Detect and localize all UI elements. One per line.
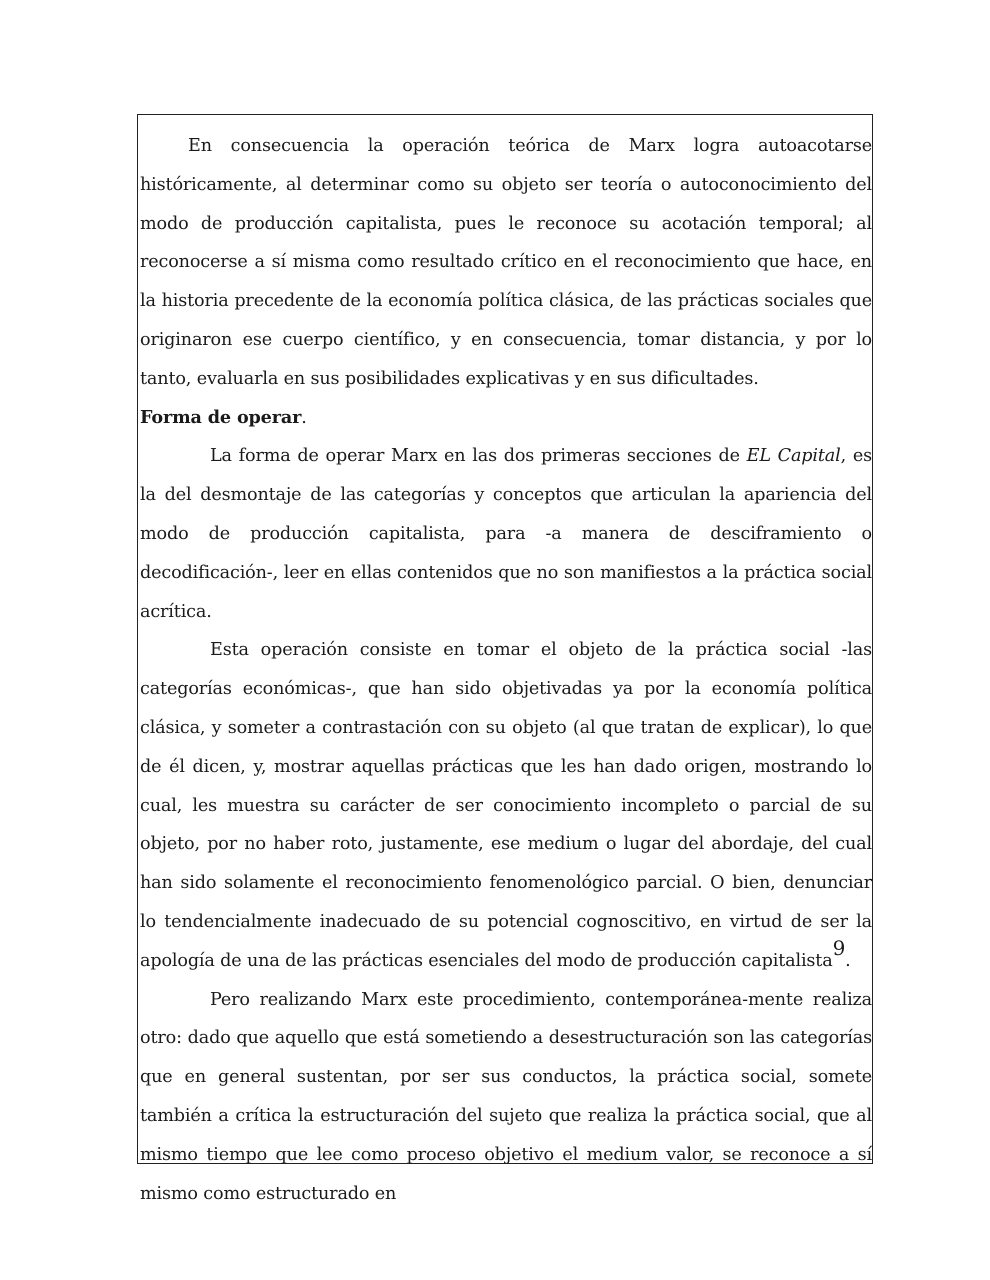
- document-body: [140, 127, 872, 1213]
- paragraph-4: Pero realizando Marx este procedimiento, contemporánea-mente realiza otro: dado que aquello que está sometiendo a desestructuración son las categorías que en general sustentan, por ser sus conductos, la práctica social, somete también a crítica la estructuración del sujeto que realiza la práctica social, que al mismo tiempo que lee como proceso objetivo el medium valor, se reconoce a sí mismo como estructurado en: [140, 989, 872, 1204]
- paragraph-3: [140, 631, 872, 980]
- section-heading-line: [140, 399, 872, 438]
- paragraph-3-end: .: [845, 950, 851, 971]
- paragraph-3-text: Esta operación consiste en tomar el objeto de la práctica social -las categorías económicas-, que han sido objetivadas ya por la economía política clásica, y someter a contrastación con su objeto (al que tratan de explicar), lo que de él dicen, y, mostrar aquellas prácticas que les han dado origen, mostrando lo cual, les muestra su carácter de ser conocimiento incompleto o parcial de su objeto, por no haber roto, justamente, ese medium o lugar del abordaje, del cual han sido solamente el reconocimiento fenomenológico parcial. O bien, denunciar lo tendencialmente inadecuado de su potencial cognoscitivo, en virtud de ser la apología de una de las prácticas esenciales del modo de producción capitalista: [140, 640, 872, 971]
- paragraph-2: [140, 437, 872, 631]
- paragraph-1: En consecuencia la operación teórica de Marx logra autoacotarse históricamente, al determinar como su objeto ser teoría o autoconocimiento del modo de producción capitalista, pues le reconoce su acotación temporal; al reconocerse a sí misma como resultado crítico en el reconocimiento que hace, en la historia precedente de la economía política clásica, de las prácticas sociales que originaron ese cuerpo científico, y en consecuencia, tomar distancia, y por lo tanto, evaluarla en sus posibilidades explicativas y en sus dificultades.: [140, 136, 872, 389]
- book-title: EL Capital: [746, 446, 841, 467]
- paragraph-2-rest: , es la del desmontaje de las categorías y conceptos que articulan la apariencia del modo de producción capitalista, para -a manera de desciframiento o decodificación-, leer en ellas contenidos que no son manifiestos a la práctica social acrítica.: [140, 446, 872, 622]
- page-frame: [137, 114, 873, 1204]
- footnote-marker[interactable]: 9: [832, 935, 846, 960]
- heading-punct: .: [301, 407, 307, 428]
- paragraph-2-start: La forma de operar Marx en las dos primeras secciones de: [210, 446, 747, 467]
- section-heading: Forma de operar: [140, 406, 302, 428]
